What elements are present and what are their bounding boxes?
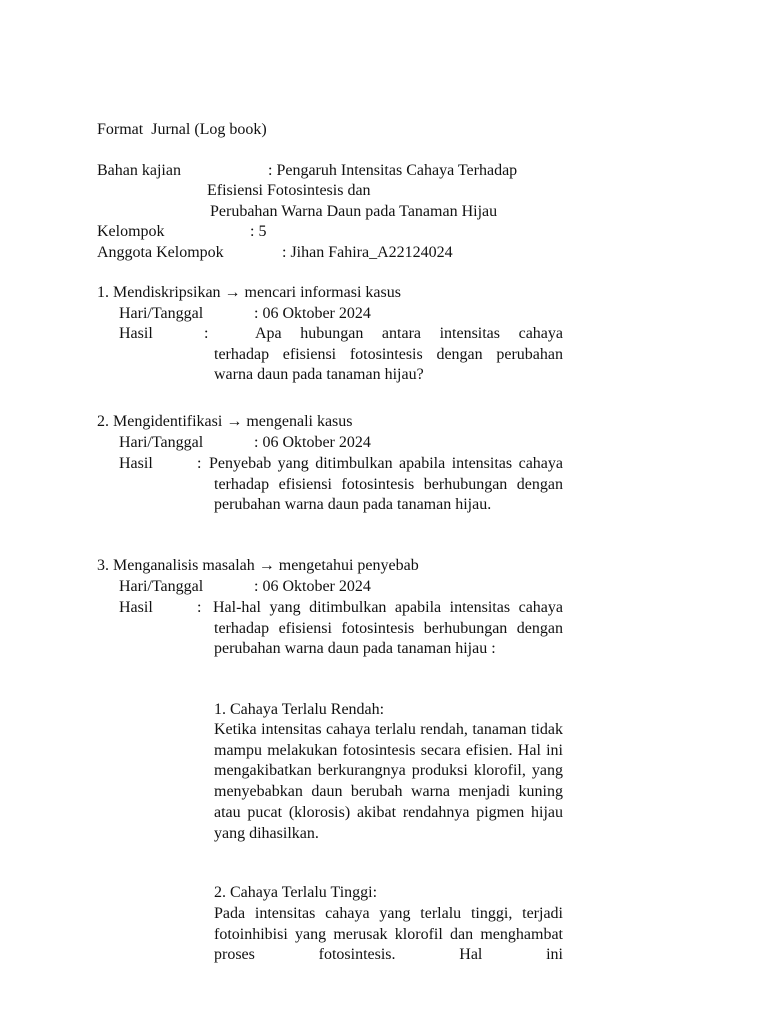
section-3-date-label: Hari/Tanggal — [119, 578, 204, 595]
section-1-hasil-text: Apa hubungan antara intensitas cahaya terhadap efisiensi fotosintesis dengan perubahan warna daun pada tanaman hijau? — [214, 325, 563, 384]
section-3-hasil-label: Hasil — [119, 599, 153, 616]
section-2-date-value: : 06 Oktober 2024 — [254, 434, 371, 451]
section-2-heading: 2. Mengidentifikasi → mengenali kasus — [97, 413, 353, 430]
section-1-date-value: : 06 Oktober 2024 — [254, 305, 371, 322]
document-title: Format Jurnal (Log book) — [97, 121, 267, 138]
anggota-value: : Jihan Fahira_A22124024 — [282, 244, 453, 261]
section-2-hasil-text: Penyebab yang ditimbulkan apabila intensitas cahaya terhadap efisiensi fotosintesis berhubungan dengan perubahan warna daun pada tanaman hijau. — [209, 455, 563, 514]
bahan-kajian-label: Bahan kajian — [97, 162, 181, 179]
section-2-hasil-colon: : — [197, 455, 202, 472]
section-1-hasil-colon: : — [204, 325, 209, 342]
section-3-hasil-text: Hal-hal yang ditimbulkan apabila intensitas cahaya terhadap efisiensi fotosintesis berhubungan dengan perubahan warna daun pada tanaman hijau : — [213, 599, 563, 658]
section-1-hasil-label: Hasil — [119, 325, 153, 342]
section-2-date-label: Hari/Tanggal — [119, 434, 204, 451]
bahan-kajian-value-line3: Perubahan Warna Daun pada Tanaman Hijau — [210, 203, 498, 220]
section-1-date-label: Hari/Tanggal — [119, 305, 204, 322]
kelompok-label: Kelompok — [97, 223, 165, 240]
point-1-text: Ketika intensitas cahaya terlalu rendah, tanaman tidak mampu melakukan fotosintesis secara efisien. Hal ini mengakibatkan berkurangnya produksi klorofil, yang menyebabkan daun berubah warna menjadi kuning atau pucat (klorosis) akibat rendahnya pigmen hijau yang dihasilkan. — [214, 721, 563, 842]
section-3-hasil-colon: : — [197, 599, 202, 616]
bahan-kajian-value-line2: Efisiensi Fotosintesis dan — [207, 182, 371, 199]
kelompok-value: : 5 — [250, 223, 267, 240]
section-3-date-value: : 06 Oktober 2024 — [254, 578, 371, 595]
anggota-label: Anggota Kelompok — [97, 244, 224, 261]
point-2-title: 2. Cahaya Terlalu Tinggi: — [214, 884, 378, 901]
section-3-heading: 3. Menganalisis masalah → mengetahui penyebab — [97, 557, 419, 574]
point-2-text: Pada intensitas cahaya yang terlalu tinggi, terjadi fotoinhibisi yang merusak klorofil dan menghambat proses fotosintesis. Hal ini — [214, 905, 563, 964]
section-1-heading: 1. Mendiskripsikan → mencari informasi kasus — [97, 284, 401, 301]
point-1-title: 1. Cahaya Terlalu Rendah: — [214, 701, 385, 718]
section-2-hasil-label: Hasil — [119, 455, 153, 472]
bahan-kajian-value: : Pengaruh Intensitas Cahaya Terhadap — [268, 162, 518, 179]
